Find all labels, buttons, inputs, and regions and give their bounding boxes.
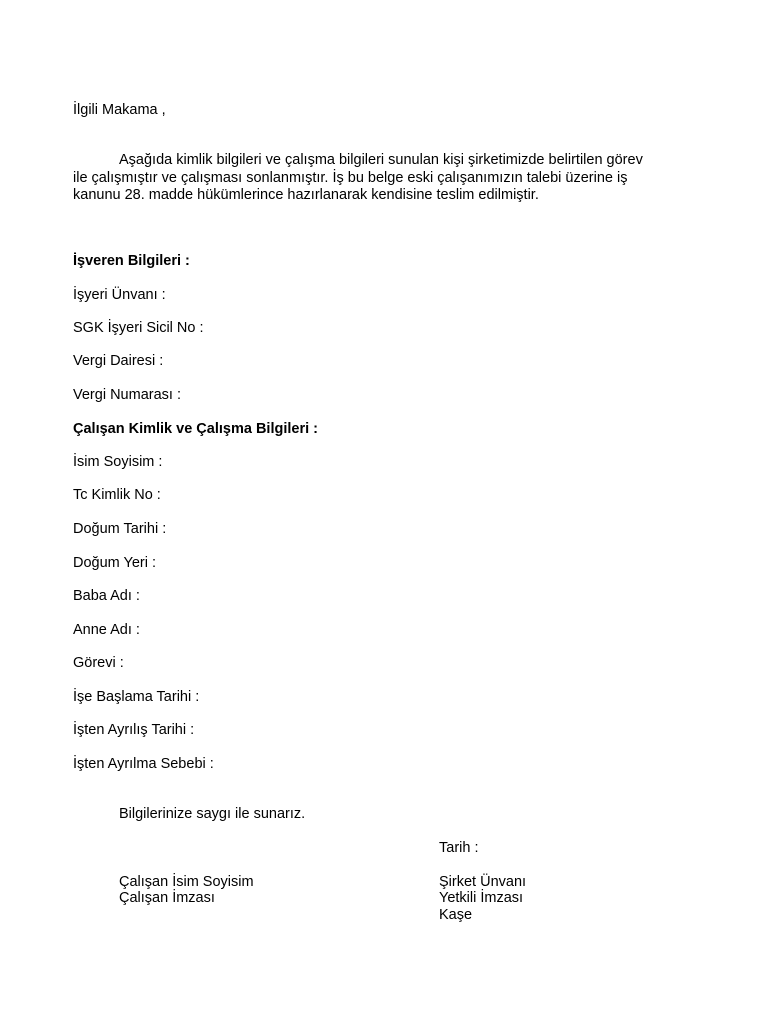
company-stamp-label: Kaşe: [439, 907, 473, 923]
employee-field-label: Tc Kimlik No :: [73, 487, 161, 503]
employee-field-label: Doğum Yeri :: [73, 555, 157, 571]
intro-paragraph: [73, 152, 693, 205]
company-title-label: Şirket Ünvanı: [439, 874, 527, 890]
employee-section-heading: Çalışan Kimlik ve Çalışma Bilgileri :: [73, 421, 318, 437]
employee-name-signature-label: Çalışan İsim Soyisim: [119, 874, 254, 890]
employee-field-label: İşe Başlama Tarihi :: [73, 689, 200, 705]
closing-text: Bilgilerinize saygı ile sunarız.: [119, 806, 306, 822]
employer-section-heading: İşveren Bilgileri :: [73, 253, 190, 269]
employee-field-label: Baba Adı :: [73, 588, 140, 604]
intro-line: kanunu 28. madde hükümlerince hazırlanarak kendisine teslim edilmiştir.: [73, 187, 539, 203]
employee-signature-label: Çalışan İmzası: [119, 890, 215, 906]
date-label: Tarih :: [439, 840, 479, 856]
employer-field-label: SGK İşyeri Sicil No :: [73, 320, 204, 336]
employer-field-label: Vergi Numarası :: [73, 387, 181, 403]
salutation: İlgili Makama ,: [73, 102, 166, 118]
employee-field-label: Anne Adı :: [73, 622, 140, 638]
employee-field-label: İşten Ayrılma Sebebi :: [73, 756, 214, 772]
employer-field-label: İşyeri Ünvanı :: [73, 287, 166, 303]
employee-field-label: İşten Ayrılış Tarihi :: [73, 722, 195, 738]
authorized-signature-label: Yetkili İmzası: [439, 890, 524, 906]
employer-field-label: Vergi Dairesi :: [73, 353, 164, 369]
employee-field-label: Doğum Tarihi :: [73, 521, 167, 537]
employee-field-label: İsim Soyisim :: [73, 454, 163, 470]
intro-line: Aşağıda kimlik bilgileri ve çalışma bilgileri sunulan kişi şirketimizde belirtilen görev: [119, 152, 643, 168]
intro-line: ile çalışmıştır ve çalışması sonlanmıştır. İş bu belge eski çalışanımızın talebi üzerine iş: [73, 169, 628, 186]
employee-field-label: Görevi :: [73, 655, 124, 671]
